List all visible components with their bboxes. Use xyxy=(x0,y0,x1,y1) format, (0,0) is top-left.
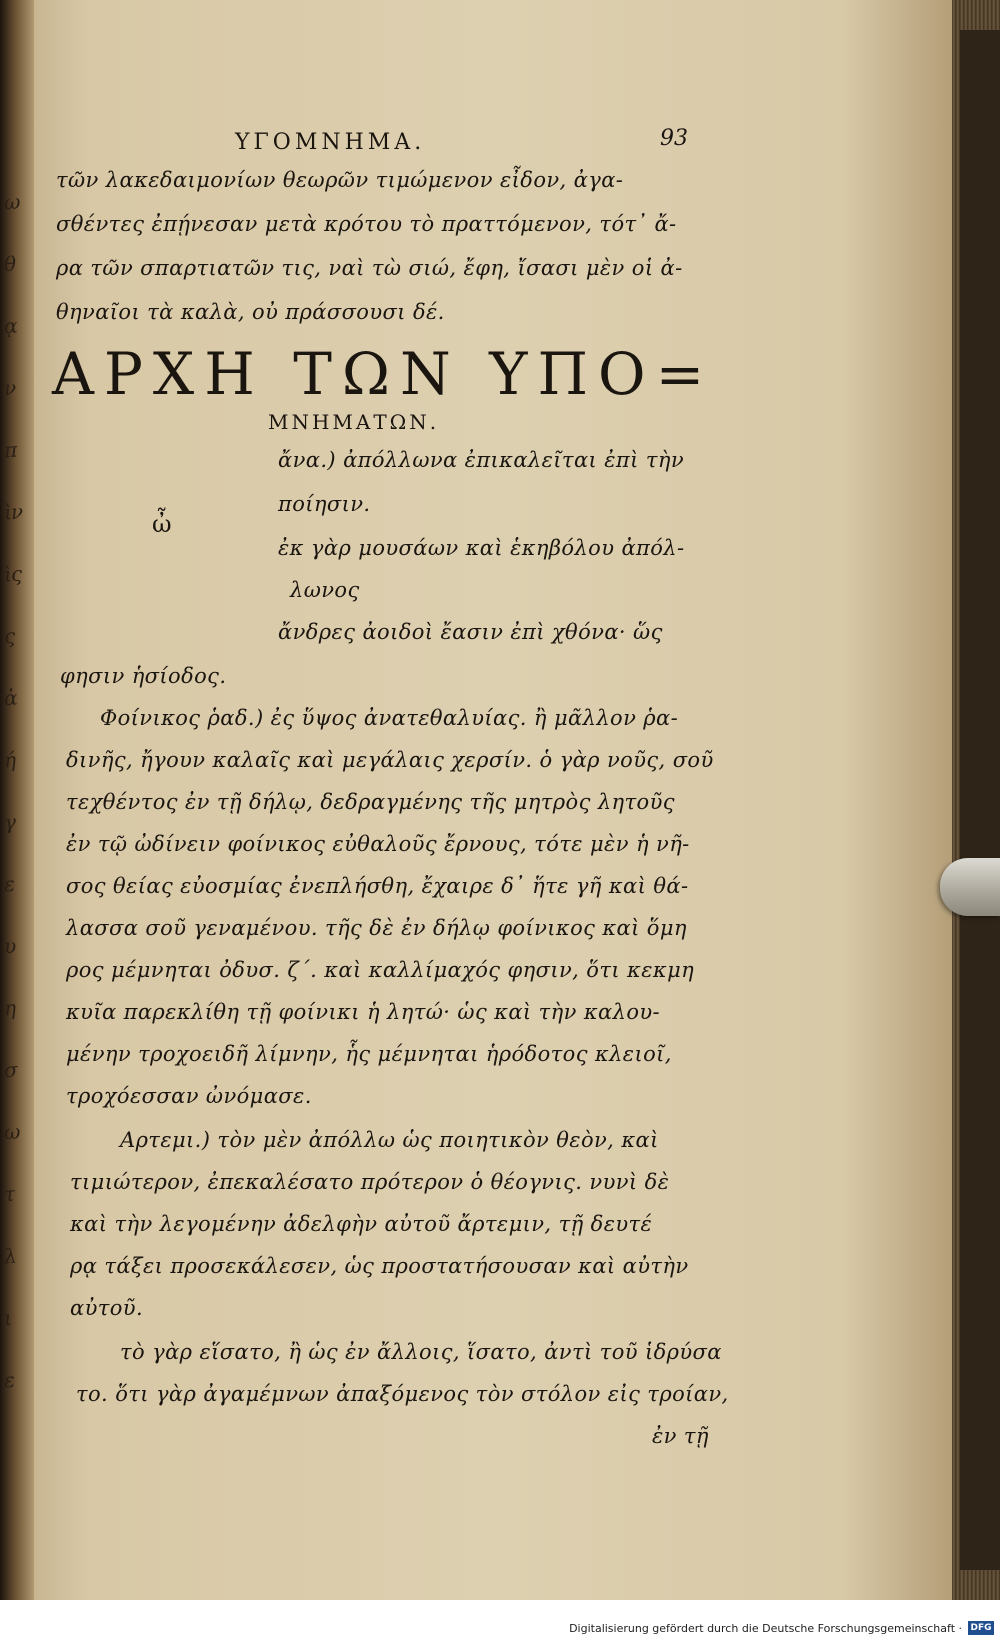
verse-line: ἐκ γὰρ μουσάων καὶ ἑκηβόλου ἀπόλ- xyxy=(278,536,685,560)
catchword: ἐν τῇ xyxy=(652,1424,709,1448)
margin-fragment: ε xyxy=(3,1367,15,1393)
margin-fragment: ὶν xyxy=(3,499,23,525)
margin-fragment: ι xyxy=(3,1305,12,1331)
verse-line: ποίησιν. xyxy=(278,492,371,516)
text-line: λασσα σοῦ γεναμένου. τῆς δὲ ἐν δήλῳ φοίνικος καὶ ὅμη xyxy=(66,916,687,940)
text-line: τροχόεσσαν ὠνόμασε. xyxy=(66,1084,312,1108)
dfg-logo: DFG xyxy=(968,1621,994,1635)
margin-fragment: γ xyxy=(3,809,16,835)
margin-fragment: ἀ xyxy=(3,685,18,711)
margin-fragment: σ xyxy=(3,1057,18,1083)
verse-line: λωνος xyxy=(290,578,360,602)
running-header: ΥΓΟΜΝΗΜΑ. xyxy=(235,130,426,155)
margin-fragment: υ xyxy=(3,933,16,959)
margin-fragment: τ xyxy=(3,1181,15,1207)
margin-fragment: ὶς xyxy=(3,561,22,587)
margin-fragment: η xyxy=(3,995,16,1021)
margin-fragment: ᾳ xyxy=(3,313,18,339)
page-number: 93 xyxy=(660,126,688,151)
funding-credit: Digitalisierung gefördert durch die Deutsche Forschungsgemeinschaft · xyxy=(569,1622,962,1635)
verse-line: φησιν ἡσίοδος. xyxy=(60,664,227,688)
adjacent-page-edge xyxy=(0,0,34,1600)
margin-fragment: θ xyxy=(3,251,16,277)
margin-fragment: ς xyxy=(3,623,16,649)
margin-mark: ὦ xyxy=(152,510,172,538)
margin-fragment: ή xyxy=(3,747,16,773)
text-line: δινῆς, ἤγουν καλαῖς καὶ μεγάλαις χερσίν. ὁ γὰρ νοῦς, σοῦ xyxy=(66,748,714,772)
section-heading: ΑΡΧΗ ΤΩΝ ΥΠΟ= xyxy=(52,340,715,408)
text-line: ρος μέμνηται ὀδυσ. ζ΄. καὶ καλλίμαχός φησιν, ὅτι κεκμη xyxy=(66,958,695,982)
text-line: ρα τῶν σπαρτιατῶν τις, ναὶ τὼ σιώ, ἔφη, ἴσασι μὲν οἱ ἀ- xyxy=(56,256,683,280)
text-line: σθέντες ἐπῄνεσαν μετὰ κρότου τὸ πραττόμενον, τότ᾽ ἄ- xyxy=(56,212,677,236)
text-line: θηναῖοι τὰ καλὰ, οὐ πράσσουσι δέ. xyxy=(56,300,445,324)
margin-fragment: ν xyxy=(3,375,16,401)
bookmark-clip xyxy=(940,858,1000,916)
verse-line: ἄνα.) ἀπόλλωνα ἐπικαλεῖται ἐπὶ τὴν xyxy=(278,448,684,472)
margin-fragment: ω xyxy=(3,189,21,215)
text-line: Φοίνικος ῥαδ.) ἐς ὕψος ἀνατεθαλυίας. ἢ μᾶλλον ῥα- xyxy=(100,706,679,730)
verse-line: ἄνδρες ἀοιδοὶ ἔασιν ἐπὶ χθόνα· ὥς xyxy=(278,620,663,644)
text-line: ἐν τῷ ὠδίνειν φοίνικος εὐθαλοῦς ἔρνους, τότε μὲν ἡ νῆ- xyxy=(66,832,690,856)
text-line: καὶ τὴν λεγομένην ἀδελφὴν αὐτοῦ ἄρτεμιν, τῇ δευτέ xyxy=(70,1212,653,1236)
text-line: Αρτεμι.) τὸν μὲν ἀπόλλω ὡς ποιητικὸν θεὸν, καὶ xyxy=(120,1128,659,1152)
text-line: αὐτοῦ. xyxy=(70,1296,144,1320)
page-block-shadow xyxy=(960,30,1000,1570)
text-line: μένην τροχοειδῆ λίμνην, ἧς μέμνηται ἡρόδοτος κλειοῖ, xyxy=(66,1042,672,1066)
text-line: κυῖα παρεκλίθη τῇ φοίνικι ἡ λητώ· ὡς καὶ τὴν καλου- xyxy=(66,1000,661,1024)
text-line: σος θείας εὐοσμίας ἐνεπλήσθη, ἔχαιρε δ᾽ ἥτε γῆ καὶ θά- xyxy=(66,874,689,898)
text-line: τιμιώτερον, ἐπεκαλέσατο πρότερον ὁ θέογνις. νυνὶ δὲ xyxy=(70,1170,670,1194)
text-line: ρᾳ τάξει προσεκάλεσεν, ὡς προστατήσουσαν καὶ αὐτὴν xyxy=(70,1254,689,1278)
margin-fragment: λ xyxy=(3,1243,17,1269)
text-line: τὸ γὰρ εἵσατο, ἢ ὡς ἐν ἄλλοις, ἵσατο, ἀντὶ τοῦ ἱδρύσα xyxy=(120,1340,722,1364)
section-subheading: ΜΝΗΜΑΤΩΝ. xyxy=(268,410,440,434)
text-line: τῶν λακεδαιμονίων θεωρῶν τιμώμενον εἶδον, ἀγα- xyxy=(56,168,624,192)
margin-fragment: ω xyxy=(3,1119,21,1145)
margin-fragment: π xyxy=(3,437,17,463)
margin-fragment: ε xyxy=(3,871,15,897)
text-line: τεχθέντος ἐν τῇ δήλῳ, δεδραγμένης τῆς μητρὸς λητοῦς xyxy=(66,790,675,814)
text-line: το. ὅτι γὰρ ἀγαμέμνων ἀπαξόμενος τὸν στόλον εἰς τροίαν, xyxy=(76,1382,729,1406)
